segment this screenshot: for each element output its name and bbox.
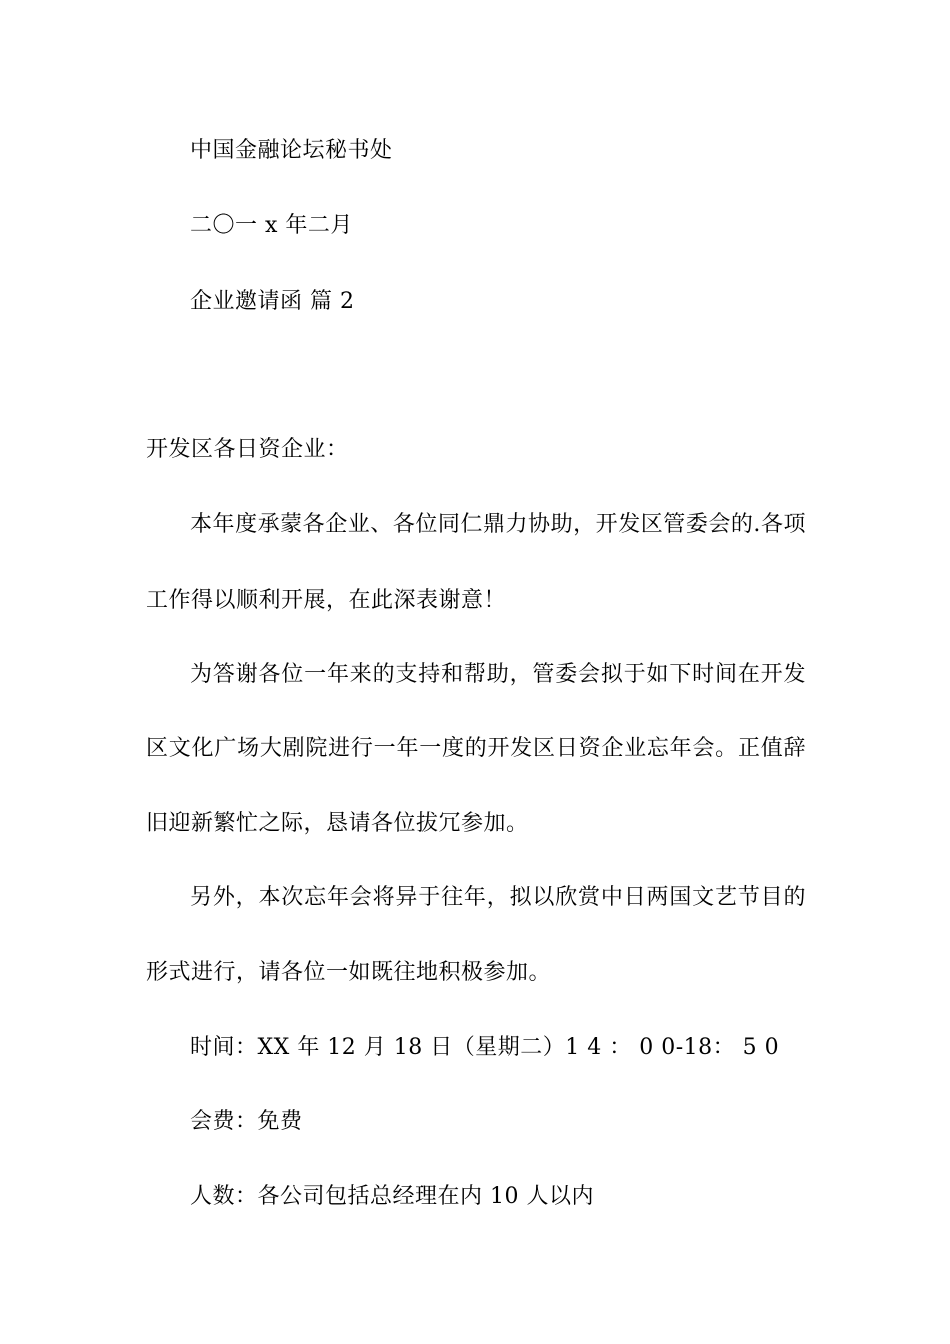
- sender-org: 中国金融论坛秘书处: [190, 138, 393, 163]
- paragraph-2-line-2: 区文化广场大剧院进行一年一度的开发区日资企业忘年会。正值辞: [146, 736, 806, 761]
- paragraph-2-line-1: 为答谢各位一年来的支持和帮助，管委会拟于如下时间在开发: [190, 662, 806, 687]
- paragraph-3-line-2: 形式进行，请各位一如既往地积极参加。: [146, 960, 552, 985]
- event-attendees: 人数：各公司包括总经理在内 10 人以内: [190, 1184, 594, 1209]
- sender-date: 二〇一 x 年二月: [190, 213, 353, 238]
- paragraph-1-line-1: 本年度承蒙各企业、各位同仁鼎力协助，开发区管委会的.各项: [190, 512, 806, 537]
- paragraph-2-line-3: 旧迎新繁忙之际，恳请各位拔冗参加。: [146, 811, 529, 836]
- paragraph-1-line-2: 工作得以顺利开展，在此深表谢意！: [146, 588, 507, 613]
- paragraph-3-line-1: 另外，本次忘年会将异于往年，拟以欣赏中日两国文艺节目的: [190, 885, 806, 910]
- salutation: 开发区各日资企业：: [146, 437, 349, 462]
- event-time: 时间：XX 年 12 月 18 日（星期二）1 4 ： 0 0-18： 5 0: [190, 1035, 780, 1060]
- section-heading: 企业邀请函 篇 2: [190, 289, 355, 314]
- event-fee: 会费：免费: [190, 1109, 303, 1134]
